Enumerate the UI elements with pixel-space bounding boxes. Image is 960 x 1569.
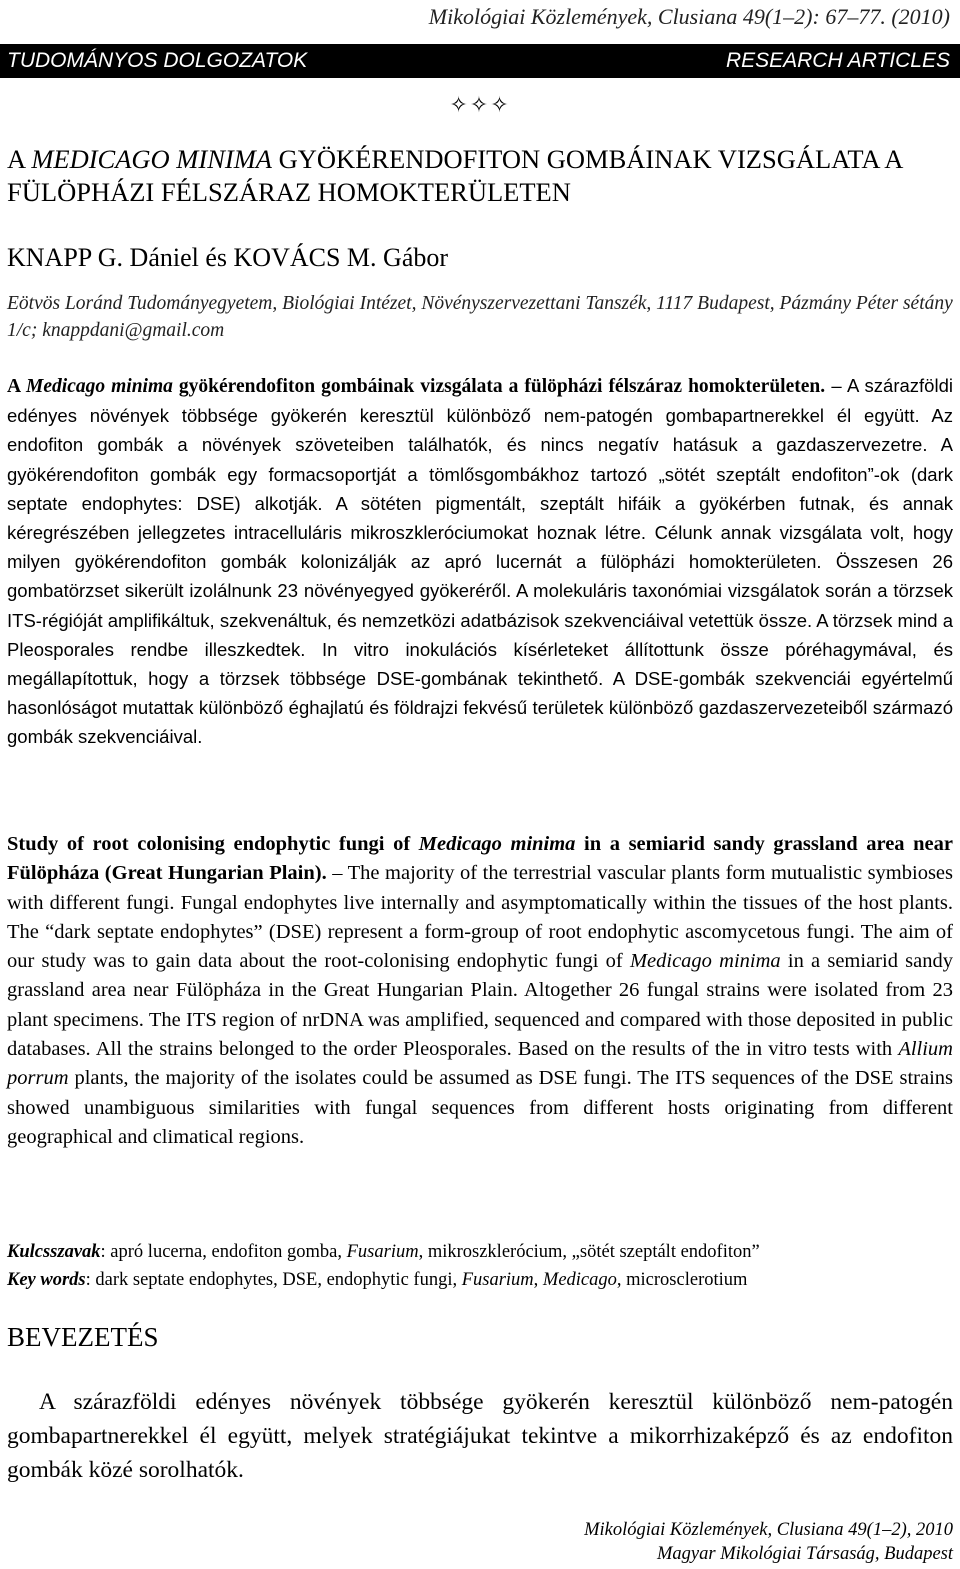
abstract-en-species-2: Medicago minima bbox=[629, 950, 781, 973]
abstract-hu-body: – A szárazföldi edényes növények többsége gyökerén keresztül különböző nem-patogén gombapartnerekkel él együtt. Az endofiton gombák a növények szöveteiben találhatók, és nincs negatív hatásuk a gazdaszervezetre. A gyökérendofiton gombák egy formacsoportját a tömlősgombákhoz tartozó „sötét szeptált endofiton”-ok (dark septate endophytes: DSE) alkotják. A sötéten pigmentált, szeptált hifáik a gyökérben futnak, és annak kéregrészében jellegzetes intracelluláris mikroszkleróciumokat hoznak létre. Célunk annak vizsgálata volt, hogy milyen gyökérendofiton gombák kolonizálják az apró lucernát a fülöpházi homokterületen. Összesen 26 gombatörzset sikerült izolálnunk 23 növényegyed gyökeréről. A molekuláris taxonómiai vizsgálatok során a törzsek ITS-régióját amplifikáltuk, szekvenáltuk, és nemzetközi adatbázisok szekvenciáival vetettük össze. A törzsek mind a Pleosporales rendbe illeszkedtek. In vitro inokulációs kísérleteket állítottunk össze póréhagymával, és megállapítottuk, hogy a törzsek többsége DSE-gombának tekinthető. A DSE-gombák szekvenciái egyértelmű hasonlóságot mutattak különböző éghajlatú és földrajzi fekvésű területek különböző gazdaszervezeteiből származó gombák szekvenciáival. bbox=[7, 375, 953, 748]
keywords-hu-genus: Fusarium bbox=[346, 1242, 419, 1262]
intro-paragraph: A szárazföldi edényes növények többsége gyökerén keresztül különböző nem-patogén gombapartnerekkel él együtt, melyek stratégiájukat tekintve a mikorrhizaképző és az endofiton gombák közé sorolhatók. bbox=[7, 1389, 953, 1483]
authors: KNAPP G. Dániel és KOVÁCS M. Gábor bbox=[7, 243, 449, 272]
keywords-hu-label: Kulcsszavak bbox=[7, 1242, 101, 1262]
abstract-en-species-3: Allium porrum bbox=[7, 1038, 953, 1090]
abstract-en-body-1: – The majority of the terrestrial vascular plants form mutualistic symbioses with different fungi. Fungal endophytes live internally and asymptomatically within the tissues of the host plants. The “dark septate endophytes” (DSE) represent a form-group of root endophytic ascomycetous fungi. The aim of our study was to gain data about the root-colonising endophytic fungi of bbox=[7, 862, 953, 973]
section-heading-intro: BEVEZETÉS bbox=[7, 1322, 159, 1352]
keywords-en-text-2: , bbox=[533, 1270, 543, 1290]
keywords-en-text-1: : dark septate endophytes, DSE, endophytic fungi, bbox=[85, 1270, 462, 1290]
title-species: MEDICAGO MINIMA bbox=[31, 144, 272, 174]
abstract-en-lead-2: in a semiarid sandy grassland area near Fülöpháza (Great Hungarian Plain). bbox=[7, 833, 954, 885]
footer-publisher: Magyar Mikológiai Társaság, Budapest bbox=[657, 1544, 953, 1564]
keywords-hungarian bbox=[7, 1242, 957, 1263]
keywords-en-label: Key words bbox=[7, 1270, 86, 1290]
keywords-hu-text-1: : apró lucerna, endofiton gomba, bbox=[100, 1242, 347, 1262]
section-label-hu: TUDOMÁNYOS DOLGOZATOK bbox=[7, 49, 308, 72]
section-label-en: RESEARCH ARTICLES bbox=[725, 49, 950, 72]
keywords-en-genus-2: Medicago bbox=[542, 1270, 617, 1290]
abstract-english bbox=[7, 830, 953, 1152]
keywords-en-text-3: , microsclerotium bbox=[616, 1270, 748, 1290]
abstract-en-body-3: plants, the majority of the isolates could be assumed as DSE fungi. The ITS sequences of the DSE strains showed unambiguous similarities with fungal sequences from different hosts originating from different geographical and climatical regions. bbox=[7, 1067, 953, 1148]
keywords-hu-text-2: , mikroszklerócium, „sötét szeptált endofiton” bbox=[418, 1242, 760, 1262]
abstract-hu-lead bbox=[7, 376, 825, 397]
affiliation: Eötvös Loránd Tudományegyetem, Biológiai Intézet, Növényszervezettani Tanszék, 1117 Budapest, Pázmány Péter sétány 1/c; knappdani@gmail.com bbox=[7, 293, 953, 341]
keywords-en-genus-1: Fusarium bbox=[461, 1270, 534, 1290]
abstract-en-body-2: in a semiarid sandy grassland area near Fülöpháza in the Great Hungarian Plain. Altogether 26 fungal strains were isolated from 23 plant specimens. The ITS region of nrDNA was amplified, sequenced and compared with those deposited in public databases. All the strains belonged to the order Pleosporales. Based on the results of the in vitro tests with bbox=[7, 950, 953, 1061]
abstract-hu-species: Medicago minima bbox=[26, 376, 173, 397]
abstract-en-lead-1: Study of root colonising endophytic fungi of bbox=[7, 833, 419, 855]
abstract-en-species: Medicago minima bbox=[418, 833, 576, 855]
abstract-hu-lead-2: gyökérendofiton gombáinak vizsgálata a fülöpházi félszáraz homokterületen. bbox=[172, 376, 826, 397]
diamond-ornament-icon: ✧✧✧ bbox=[449, 93, 511, 118]
abstract-hungarian bbox=[7, 371, 953, 752]
keywords-english bbox=[7, 1270, 957, 1291]
abstract-hu-lead-1: A bbox=[7, 376, 27, 397]
footer-journal: Mikológiai Közlemények, Clusiana 49(1–2), 2010 bbox=[584, 1520, 953, 1540]
title-text-rest: GYÖKÉRENDOFITON GOMBÁINAK VIZSGÁLATA A FÜLÖPHÁZI FÉLSZÁRAZ HOMOKTERÜLETEN bbox=[7, 144, 902, 207]
journal-citation: Mikológiai Közlemények, Clusiana 49(1–2): 67–77. (2010) bbox=[428, 4, 950, 29]
title-text: A bbox=[7, 144, 32, 174]
article-title bbox=[7, 143, 947, 209]
section-banner bbox=[0, 44, 960, 78]
